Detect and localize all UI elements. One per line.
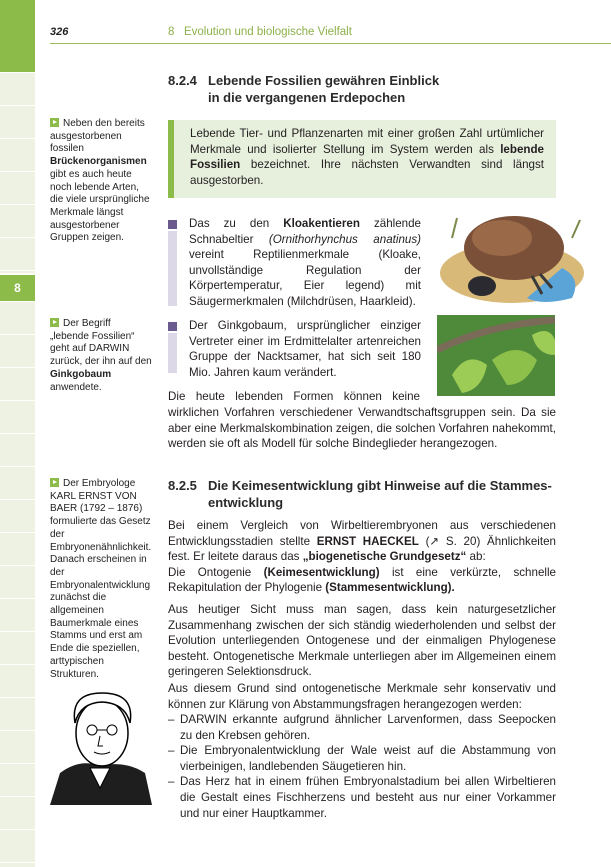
chapter-index-strip-lower [0,302,35,867]
ginkgo-paragraph: Der Ginkgobaum, ursprünglicher einziger Vertreter einer im Erdmittelalter artenreichen Gruppe der Nacktsamer, hat sich seit 180 Mio. Jahren kaum verändert. [189,319,421,379]
chapter-tab[interactable]: 8 [0,275,35,301]
ginkgo-image [437,315,555,396]
platypus-paragraph [189,216,421,310]
text-run [168,231,177,306]
section-heading-825 [168,477,558,511]
chapter-strip-top [0,0,35,72]
list-item: – Das Herz hat in einem frühen Embryonalstadium bei allen Wirbeltieren die Gestalt eines Fischherzens und besteht aus nur einer Vorkammer und nur einer Hauptkammer. [168,774,556,821]
platypus-image [432,198,592,308]
text-run [468,276,496,296]
section-number: 8.2.5 [168,478,197,493]
text-run: Bei einem Vergleich von Wirbeltierembryonen aus verschiedenen Entwicklungsstadien stellte [168,519,556,548]
text-run: Der Begriff „lebende Fossilien“ geht auf DARWIN zurück, der ihn auf den [50,318,152,368]
text-run [472,220,532,256]
models-paragraph: wirklichen Vorfahren verschiedener Verwandtschaftsgruppen sein. Da sie aber eine Merkmalskombination zeigen, die solchen Vorfahren nahekommt, werden sie oft als Modell für solche Bindeglieder herangezogen. [168,406,556,451]
text-run: ab: [466,550,486,564]
bold-term: lebende Fossilien [190,142,544,172]
text-run [76,700,128,766]
text-run [168,712,556,821]
text-run: Die Ontogenie [168,565,264,579]
list-item: – DARWIN erkannte aufgrund ähnlicher Larvenformen, dass Seepocken zu den Krebsen gehören. [168,712,556,743]
text-run: Lebende Tier- und Pflanzenarten mit einer großen Zahl urtümlicher Merkmale und isolierter Stellung im System werden als [190,127,544,156]
bold-term: „biogenetische Grundgesetz“ [302,550,467,564]
definition-box [168,120,556,198]
header-rule [50,43,611,44]
bold-term: (Keimesentwicklung) [263,565,380,579]
examples-list [168,712,556,821]
section-title-line: Lebende Fossilien gewähren Einblick [208,73,440,88]
text-run: bezeichnet. Ihre nächsten Verwandten sind längst ausgestorben. [190,158,544,187]
arrow-icon [50,478,59,487]
text-run: zählende Schnabeltier [189,217,422,246]
text-run [168,322,177,331]
section-title-line: in die vergangenen Erdepochen [208,90,406,105]
arrow-icon [50,318,59,327]
text-run: Neben den bereits ausgestorbenen fossilen [50,118,145,155]
definition-text [190,126,544,188]
text-run: gibt es auch heute noch lebende Arten, die viele ursprüngliche Merkmale längst ausgestorbener Gruppen zeigen. [50,168,150,244]
section-title-line: Die Keimesentwicklung gibt Hinweise auf die Stammes- [208,478,552,493]
text-run: anwendete. [50,381,102,393]
running-header: 8 Evolution und biologische Vielfalt [168,26,352,38]
bold-term: Brückenorganismen [50,156,147,168]
text-run: vereint Reptilienmerkmale (Kloake, unvollständige Regulation der Körpertemperatur, Eier legend) mit Säugermerkmalen (Milchdrüsen, Haarkleid). [189,248,421,308]
list-item: – Die Embryonalentwicklung der Wale weist auf die Abstammung von vierbeinigen, landlebenden Säugetieren hin. [168,743,556,774]
margin-note-2 [50,318,152,394]
today-paragraph: Aus heutiger Sicht muss man sagen, dass kein naturgesetzlicher Zusammenhang zwischen der sich ständig wiederholenden und selbst der Evolution unterliegenden Ontogenese und der einmaligen Phylogenese besteht. Ontogenetische Merkmale unterliegen aber im Allgemeinen einem geringeren Selektionsdruck. [168,603,556,679]
text-run: Das zu den [189,217,284,230]
bold-term: Kloakentieren [283,217,360,230]
text-run [168,333,177,373]
section-heading-824 [168,72,558,106]
margin-note-1 [50,118,152,245]
text-run [168,220,177,229]
chapter-index-strip [0,73,35,273]
baer-portrait [50,688,152,805]
bold-term: ERNST HAECKEL [316,534,419,548]
text-run: (↗ S. 20) Ähnlichkeiten fest. Er leitete daraus das [168,534,556,564]
paragraph-marker [168,220,177,306]
bold-term: (Stammesentwicklung). [325,581,455,595]
page-number: 326 [50,26,69,38]
conservative-paragraph: Aus diesem Grund sind ontogenetische Merkmale sehr konservativ und können zur Klärung von Abstammungsfragen herangezogen werden: [168,682,556,711]
section-title-line: entwicklung [208,495,284,510]
paragraph-marker [168,322,177,373]
section-number: 8.2.4 [168,73,197,88]
text-run: Der Embryologe KARL ERNST VON BAER (1792 – 1876) formulierte das Gesetz der Embryonenähnlichkeit. Danach erscheinen in der Embryonalentwicklung zunächst die allgemeinen Baumerkmale eines Stamms und erst am Ende die speziellen, arttypischen Strukturen. [50,478,152,680]
bold-term: Ginkgobaum [50,368,112,380]
models-paragraph-line1: Die heute lebenden Formen können keine [168,390,420,403]
text-run: ist eine verkürzte, schnelle Rekapitulation der Phylogenie [168,565,556,595]
definition-bar [168,120,174,198]
arrow-icon [50,118,59,127]
margin-note-3 [50,478,152,681]
haeckel-paragraph [168,518,556,596]
italic-term: (Ornithorhynchus anatinus) [268,232,422,246]
